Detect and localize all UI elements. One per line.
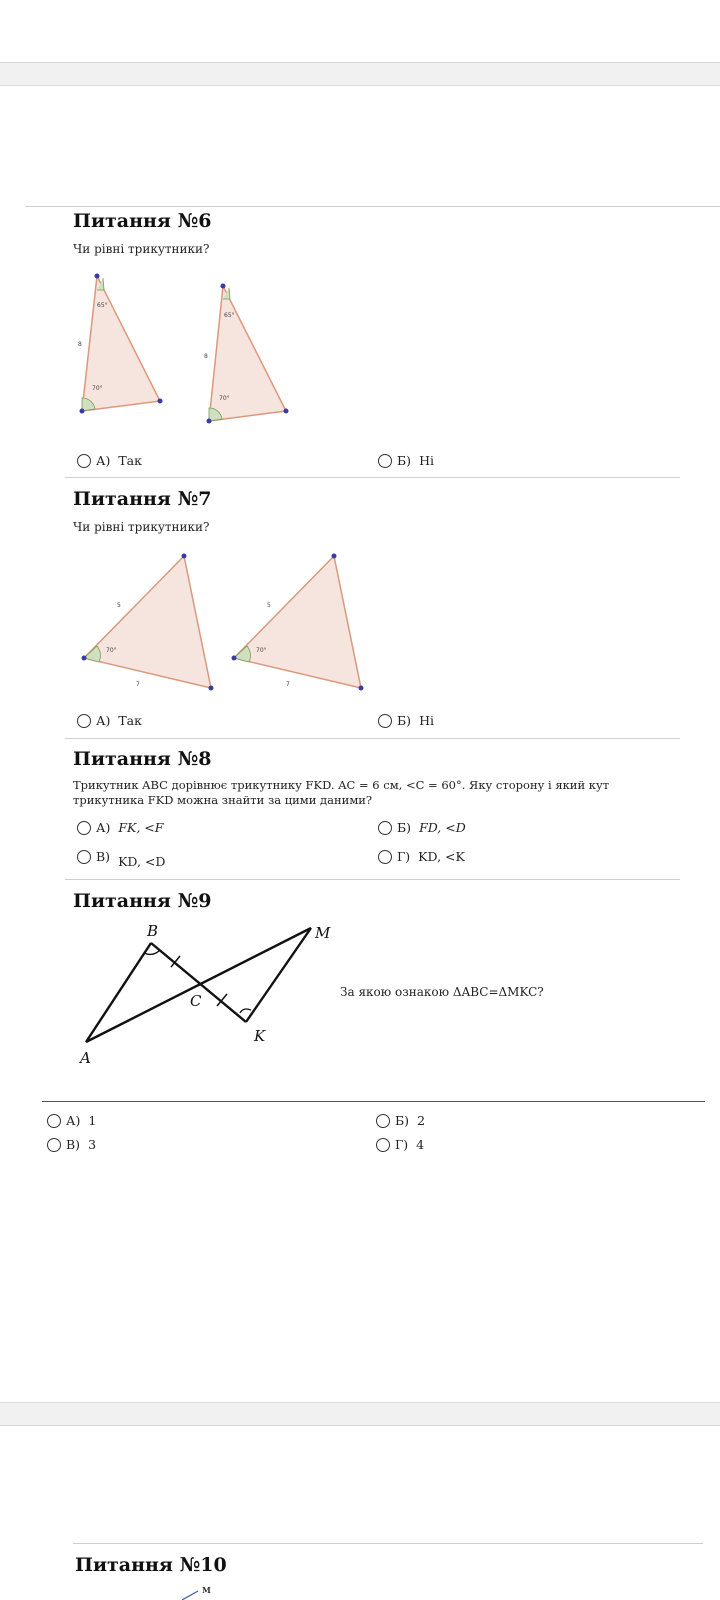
option-label: 1	[88, 1113, 97, 1128]
option-label: KD, <D	[118, 854, 166, 869]
point-label: B	[147, 922, 159, 940]
question-9-title: Питання №9	[73, 890, 212, 912]
q9-option-a[interactable]	[47, 1113, 96, 1128]
option-letter: Г)	[397, 849, 411, 864]
angle-arc	[84, 646, 100, 662]
angle-arc	[234, 646, 250, 662]
q9-option-d[interactable]	[376, 1137, 424, 1152]
side-label: 7	[286, 681, 290, 688]
option-label: 3	[88, 1137, 97, 1152]
option-letter: Б)	[397, 820, 412, 835]
option-letter: А)	[96, 453, 111, 468]
question-10-figure	[180, 1586, 220, 1600]
point-label: M	[315, 924, 331, 942]
vertex-point	[95, 274, 100, 279]
vertex-point	[158, 399, 163, 404]
option-letter: В)	[96, 849, 111, 864]
radio-button[interactable]	[378, 850, 392, 864]
option-label: Так	[118, 453, 142, 468]
radio-button[interactable]	[47, 1114, 61, 1128]
side-label: 8	[204, 353, 208, 360]
angle-label: 70°	[219, 395, 230, 402]
question-6-title: Питання №6	[73, 210, 212, 232]
option-letter: Б)	[397, 453, 412, 468]
angle-arc	[240, 1009, 251, 1013]
angle-label: 65°	[97, 302, 108, 309]
q6-option-b[interactable]	[378, 453, 434, 468]
radio-button[interactable]	[376, 1138, 390, 1152]
vertex-point	[182, 554, 187, 559]
vertex-point	[221, 284, 226, 289]
radio-button[interactable]	[77, 850, 91, 864]
angle-label: 70°	[256, 647, 267, 654]
divider	[65, 477, 680, 478]
q6-option-a[interactable]	[77, 453, 142, 468]
question-8-text-line2: трикутника FKD можна знайти за цими даними?	[73, 793, 373, 807]
option-letter: А)	[96, 713, 111, 728]
side-label: 5	[117, 602, 121, 609]
radio-button[interactable]	[77, 454, 91, 468]
triangle-1	[84, 556, 211, 688]
q7-option-a[interactable]	[77, 713, 142, 728]
option-letter: А)	[96, 820, 111, 835]
question-6-figure	[70, 268, 310, 428]
option-label: KD, <K	[418, 849, 465, 864]
vertex-point	[209, 686, 214, 691]
question-7-title: Питання №7	[73, 488, 212, 510]
point-label: K	[254, 1027, 266, 1045]
radio-button[interactable]	[378, 821, 392, 835]
page-separator-top	[0, 62, 720, 86]
side-label: 7	[136, 681, 140, 688]
divider	[73, 1543, 703, 1544]
side-label: 8	[78, 341, 82, 348]
angle-label: 70°	[106, 647, 117, 654]
question-9-figure	[70, 920, 350, 1070]
question-7-text: Чи рівні трикутники?	[73, 520, 210, 534]
option-label: Ні	[419, 713, 434, 728]
question-6-text: Чи рівні трикутники?	[73, 242, 210, 256]
radio-button[interactable]	[77, 714, 91, 728]
q9-option-c[interactable]	[47, 1137, 96, 1152]
question-8-title: Питання №8	[73, 748, 212, 770]
option-label: Так	[118, 713, 142, 728]
side-label: 5	[267, 602, 271, 609]
option-label: Ні	[419, 453, 434, 468]
radio-button[interactable]	[378, 454, 392, 468]
vertex-point	[82, 656, 87, 661]
point-label: A	[80, 1049, 91, 1067]
q7-option-b[interactable]	[378, 713, 434, 728]
point-label: C	[190, 992, 202, 1010]
q8-option-c[interactable]	[77, 849, 166, 869]
vertex-point	[80, 409, 85, 414]
option-label: FD, <D	[419, 820, 466, 835]
radio-button[interactable]	[378, 714, 392, 728]
vertex-point	[207, 419, 212, 424]
vertex-point	[232, 656, 237, 661]
option-letter: В)	[66, 1137, 81, 1152]
question-7-figure	[70, 548, 380, 698]
option-letter: Б)	[397, 713, 412, 728]
divider	[65, 738, 680, 739]
vertex-point	[332, 554, 337, 559]
page-separator-bottom	[0, 1402, 720, 1426]
q8-option-d[interactable]	[378, 849, 465, 864]
angle-label: 70°	[92, 385, 103, 392]
option-letter: А)	[66, 1113, 81, 1128]
divider	[25, 206, 720, 207]
vertex-point	[284, 409, 289, 414]
option-label: 2	[417, 1113, 426, 1128]
option-label: FK, <F	[118, 820, 164, 835]
radio-button[interactable]	[47, 1138, 61, 1152]
q8-option-a[interactable]	[77, 820, 163, 835]
option-letter: Г)	[395, 1137, 409, 1152]
q8-option-b[interactable]	[378, 820, 466, 835]
radio-button[interactable]	[376, 1114, 390, 1128]
radio-button[interactable]	[77, 821, 91, 835]
vertex-point	[359, 686, 364, 691]
point-label: M	[202, 1586, 211, 1595]
option-letter: Б)	[395, 1113, 410, 1128]
q9-option-b[interactable]	[376, 1113, 425, 1128]
option-label: 4	[416, 1137, 425, 1152]
question-9-text: За якою ознакою ΔABC=ΔMKC?	[340, 985, 544, 999]
triangle-2	[234, 556, 361, 688]
angle-label: 65°	[224, 312, 235, 319]
question-10-title: Питання №10	[75, 1554, 227, 1576]
divider	[42, 1101, 705, 1102]
question-8-text-line1: Трикутник ABC дорівнює трикутнику FKD. AC = 6 см, <C = 60°. Яку сторону і який кут	[73, 778, 610, 792]
divider	[65, 879, 680, 880]
